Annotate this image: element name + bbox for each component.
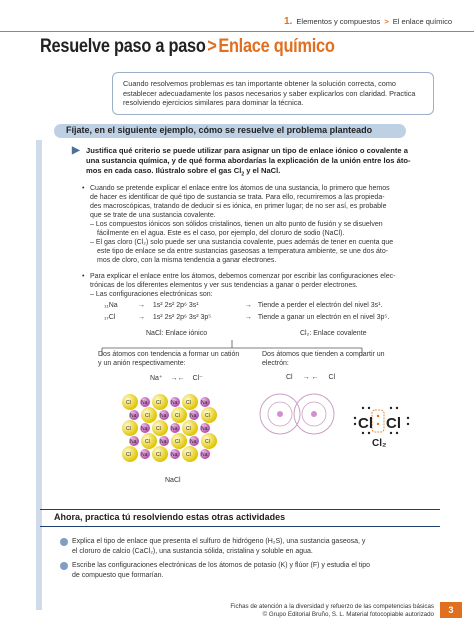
na-ion-label: Na: [201, 426, 208, 432]
ion-na: Na⁺: [150, 375, 163, 382]
cl-ion-label: Cl: [156, 400, 161, 406]
question-text: y el NaCl.: [244, 166, 281, 175]
text-line: des macroscópicas, tratando de deducir si es iónica, en primer lugar; de no ser así, es probable: [90, 203, 387, 210]
text-line: este tipo de enlace se da entre sustancias gaseosas a temperatura ambiente, se une dos áto-: [97, 248, 389, 255]
cl-ion-label: Cl: [205, 439, 210, 445]
cl-ion-label: Cl: [186, 400, 191, 406]
bullet-icon: •: [82, 273, 85, 280]
bullet-paragraph: [82, 272, 428, 299]
na-ion-label: Na: [201, 400, 208, 406]
triangle-bullet-icon: ▶: [72, 145, 80, 156]
tendency-text: Tiende a perder el electrón del nivel 3s¹.: [257, 302, 383, 309]
title-part1: Resuelve paso a paso: [40, 36, 206, 57]
nacl-crystal-illustration: [120, 392, 230, 482]
text-line: Dos átomos que tienden a compartir un: [262, 351, 385, 358]
footer-line: Fichas de atención a la diversidad y refuerzo de las competencias básicas: [230, 603, 434, 610]
na-ion-label: Na: [160, 413, 167, 419]
svg-text:Cl: Cl: [358, 415, 373, 432]
bullet-icon: [60, 538, 68, 546]
breadcrumb: [284, 16, 452, 27]
covalent-desc: [262, 350, 385, 368]
activity-item: [72, 561, 432, 580]
question-line: [86, 166, 426, 180]
electron-config: 1s² 2s² 2p⁶ 3s¹: [152, 302, 199, 309]
text-line: – Los compuestos iónicos son sólidos cristalinos, tienen un alto punto de fusión y se disuelven: [90, 221, 383, 228]
tendency-text: Tiende a ganar un electrón en el nivel 3p⁵.: [257, 314, 390, 321]
cl-ion-label: Cl: [175, 413, 180, 419]
cl-ion-label: Cl: [126, 426, 131, 432]
crystal-label: NaCl: [165, 477, 181, 484]
svg-text:Cl: Cl: [386, 415, 401, 432]
text-line: mos de cloro, con la misma tendencia a ganar electrones.: [97, 257, 277, 264]
na-ion-label: Na: [141, 452, 148, 458]
arrows-icon: → ←: [302, 374, 319, 381]
page-title: [40, 36, 335, 58]
text-line: de hacer es identificar de qué tipo de sustancia se trata. Para ello, recurriremos a las propieda-: [90, 194, 385, 201]
na-ion-label: Na: [130, 413, 137, 419]
cl-ion-label: Cl: [145, 439, 150, 445]
subscript: 2: [241, 171, 245, 178]
text-line: Dos átomos con tendencia a formar un catión: [98, 351, 240, 358]
element-symbol: ₁₇Cl: [104, 314, 116, 321]
electron-config: 1s² 2s² 2p⁶ 3s² 3p⁵: [152, 314, 212, 321]
ion-cl: Cl⁻: [192, 375, 203, 382]
cov-row: [286, 374, 335, 381]
example-heading-bar: [54, 124, 406, 138]
text-line: trónicas de los diferentes elementos y ver sus tendencias a ganar o perder electrones.: [90, 282, 358, 289]
cl-ion-label: Cl: [175, 439, 180, 445]
section-title: El enlace químico: [392, 17, 452, 26]
text-line: de compuesto que formarían.: [72, 571, 164, 579]
text-line: Explica el tipo de enlace que presenta el sulfuro de hidrógeno (H₂S), una sustancia gaseosa, y: [72, 538, 366, 545]
question-line: Justifica qué criterio se puede utilizar para asignar un tipo de enlace iónico o covalente a: [86, 146, 408, 155]
left-margin-bar: [36, 140, 42, 610]
cl-ion-label: Cl: [126, 400, 131, 406]
bullet-icon: [60, 562, 68, 570]
page-number: 3: [440, 602, 462, 618]
na-ion-label: Na: [160, 439, 167, 445]
element-symbol: ₁₁Na: [104, 302, 118, 309]
practice-heading: Ahora, practica tú resolviendo estas otras actividades: [54, 512, 286, 522]
arrows-icon: →←: [170, 375, 185, 382]
cl-ion-label: Cl: [156, 426, 161, 432]
atom-cl: Cl: [328, 374, 336, 381]
question-line: una sustancia química, y de qué forma abordarías la explicación de la unión entre los áto-: [86, 156, 411, 165]
practice-heading-bar: [40, 509, 440, 527]
na-ion-label: Na: [130, 439, 137, 445]
example-heading: Fíjate, en el siguiente ejemplo, cómo se resuelve el problema planteado: [66, 125, 373, 135]
text-line: fácilmente en el agua. Este es el caso, por ejemplo, del cloruro de sodio (NaCl).: [97, 230, 345, 237]
text-line: – El gas cloro (Cl₂) solo puede ser una sustancia covalente, pues además de tener en cuenta que: [90, 239, 394, 246]
chapter-title: Elementos y compuestos: [296, 17, 381, 26]
chevron-right-icon: >: [207, 36, 217, 57]
ionic-label: NaCl: Enlace iónico: [146, 330, 208, 337]
text-line: que se trate de una sustancia covalente.: [90, 212, 216, 219]
text-line: y un anión respectivamente:: [98, 360, 186, 367]
chevron-right-icon: >: [384, 17, 389, 26]
na-ion-label: Na: [141, 426, 148, 432]
lewis-structure: [350, 400, 420, 440]
header-rule: [0, 31, 474, 32]
cl-ion-label: Cl: [145, 413, 150, 419]
arrow-icon: →: [244, 302, 252, 309]
text-line: – Las configuraciones electrónicas son:: [90, 291, 213, 298]
bullet-paragraph: [82, 184, 428, 265]
na-ion-label: Na: [190, 413, 197, 419]
chapter-number: 1.: [283, 16, 293, 27]
text-line: el cloruro de calcio (CaCl₂), una sustancia sólida, cristalina y soluble en agua.: [72, 547, 313, 555]
lewis-label: Cl₂: [372, 438, 387, 449]
question: [72, 145, 426, 180]
footer-line: © Grupo Editorial Bruño, S. L. Material fotocopiable autorizado: [262, 611, 434, 618]
na-ion-label: Na: [201, 452, 208, 458]
intro-box: Cuando resolvemos problemas es tan importante obtener la solución correcta, como establecer adecuadamente los pasos necesarios y saber explicarlos con claridad. Practica resolviendo ejercicios similares para dominar la técnica.: [112, 72, 434, 115]
na-ion-label: Na: [190, 439, 197, 445]
text-line: Para explicar el enlace entre los átomos, debemos comenzar por escribir las configuraciones elec-: [90, 273, 396, 280]
cl-ion-label: Cl: [126, 452, 131, 458]
na-ion-label: Na: [141, 400, 148, 406]
arrow-icon: →: [244, 314, 252, 321]
atom-cl: Cl: [286, 374, 293, 381]
text-line: electrón:: [262, 360, 289, 367]
footer: [230, 603, 434, 619]
cl-ion-label: Cl: [156, 452, 161, 458]
na-ion-label: Na: [171, 426, 178, 432]
orbital-overlap-illustration: [252, 392, 342, 442]
config-cl-row: [104, 314, 389, 321]
text-line: Escribe las configuraciones electrónicas de los átomos de potasio (K) y flúor (F) y estudia el tipo: [72, 562, 371, 569]
question-text: mos en cada caso. Ilústralo sobre el gas Cl: [86, 166, 242, 175]
arrow-icon: →: [137, 314, 145, 321]
bullet-icon: •: [82, 185, 85, 192]
na-ion-label: Na: [171, 400, 178, 406]
cl-ion-label: Cl: [205, 413, 210, 419]
text-line: Cuando se pretende explicar el enlace entre los átomos de una sustancia, lo primero que hemos: [90, 185, 390, 192]
title-part2: Enlace químico: [218, 36, 335, 57]
covalent-label: Cl₂: Enlace covalente: [300, 330, 367, 337]
ion-row: [150, 374, 203, 382]
arrow-icon: →: [137, 302, 145, 309]
cl-ion-label: Cl: [186, 426, 191, 432]
activity-item: [72, 537, 432, 556]
cl-ion-label: Cl: [186, 452, 191, 458]
config-na-row: [104, 302, 382, 309]
na-ion-label: Na: [171, 452, 178, 458]
ionic-desc: [98, 350, 239, 368]
